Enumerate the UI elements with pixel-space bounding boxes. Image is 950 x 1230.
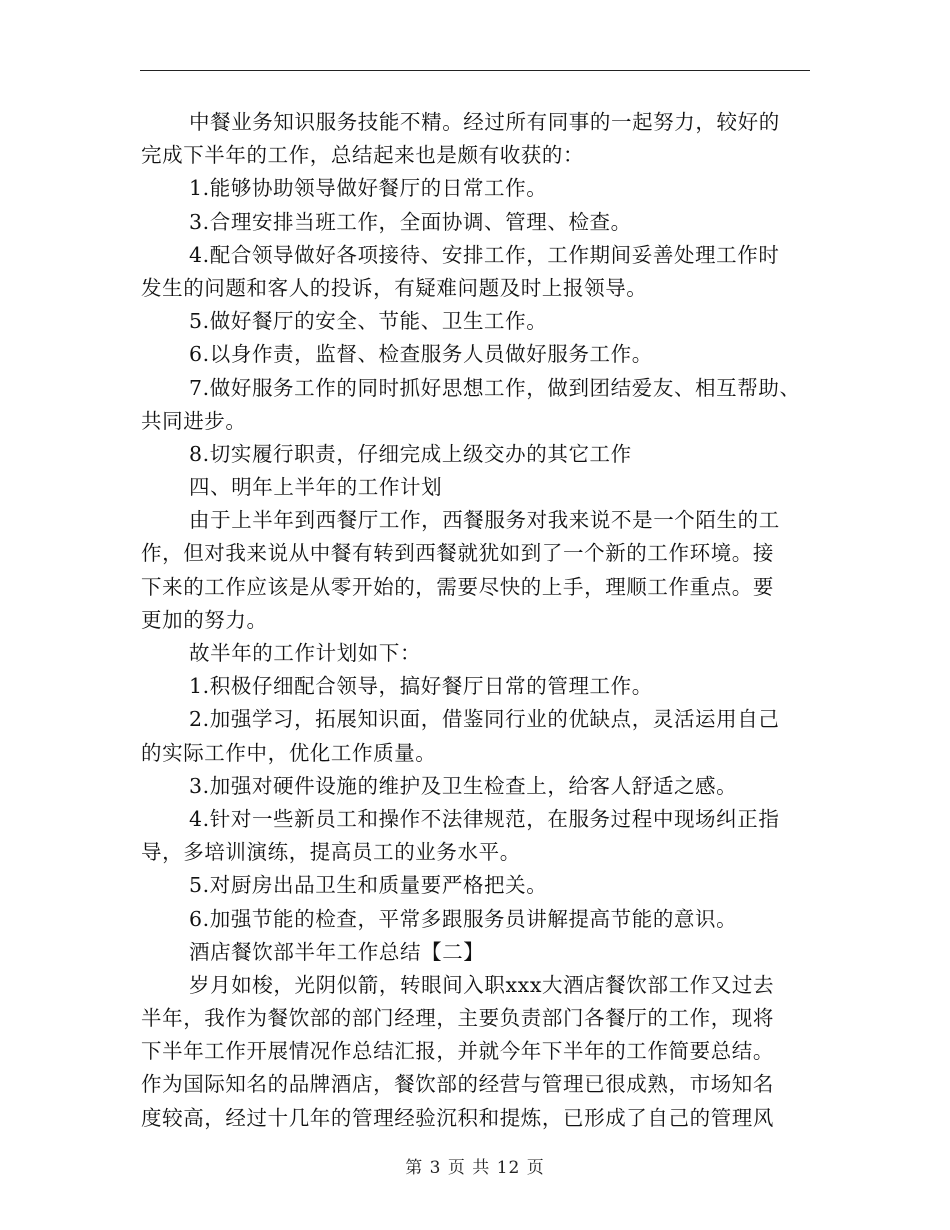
text-line: 由于上半年到西餐厅工作，西餐服务对我来说不是一个陌生的工 <box>189 508 780 533</box>
text-line: 7.做好服务工作的同时抓好思想工作，做到团结爱友、相互帮助、 <box>189 375 801 400</box>
text-line: 岁月如梭，光阴似箭，转眼间入职xxx大酒店餐饮部工作又过去 <box>189 972 775 997</box>
text-line: 8.切实履行职责，仔细完成上级交办的其它工作 <box>189 441 632 466</box>
text-line: 的实际工作中，优化工作质量。 <box>141 740 437 765</box>
text-line: 度较高，经过十几年的管理经验沉积和提炼，已形成了自己的管理风 <box>141 1105 774 1130</box>
text-line: 4.针对一些新员工和操作不法律规范，在服务过程中现场纠正指 <box>189 806 780 831</box>
header-rule <box>140 70 810 71</box>
text-line: 3.合理安排当班工作，全面协调、管理、检查。 <box>189 209 632 234</box>
text-line: 下半年工作开展情况作总结汇报，并就今年下半年的工作简要总结。 <box>141 1039 774 1064</box>
text-line: 2.加强学习，拓展知识面，借鉴同行业的优缺点，灵活运用自己 <box>189 707 780 732</box>
text-line: 1.积极仔细配合领导，搞好餐厅日常的管理工作。 <box>189 674 653 699</box>
page-number: 第 3 页 共 12 页 <box>405 1158 545 1178</box>
text-line: 作，但对我来说从中餐有转到西餐就犹如到了一个新的工作环境。接 <box>141 541 774 566</box>
text-line: 中餐业务知识服务技能不精。经过所有同事的一起努力，较好的 <box>189 110 780 134</box>
text-line: 导，多培训演练，提高员工的业务水平。 <box>141 840 521 865</box>
text-line: 1.能够协助领导做好餐厅的日常工作。 <box>189 176 548 201</box>
document-body <box>141 106 811 1135</box>
text-line: 6.以身作责，监督、检查服务人员做好服务工作。 <box>189 342 653 367</box>
text-line: 6.加强节能的检查，平常多跟服务员讲解提高节能的意识。 <box>189 906 738 931</box>
text-line: 故半年的工作计划如下： <box>189 641 422 665</box>
text-line: 下来的工作应该是从零开始的，需要尽快的上手，理顺工作重点。要 <box>141 574 774 599</box>
text-line: 发生的问题和客人的投诉，有疑难问题及时上报领导。 <box>141 275 648 300</box>
text-line: 四、明年上半年的工作计划 <box>189 475 443 500</box>
text-line: 完成下半年的工作，总结起来也是颇有收获的： <box>141 143 585 168</box>
text-line: 5.做好餐厅的安全、节能、卫生工作。 <box>189 309 548 334</box>
text-line: 共同进步。 <box>141 408 247 433</box>
text-line: 更加的努力。 <box>141 607 268 632</box>
text-line: 5.对厨房出品卫生和质量要严格把关。 <box>189 873 548 898</box>
text-line: 4.配合领导做好各项接待、安排工作，工作期间妥善处理工作时 <box>189 242 780 267</box>
text-line: 3.加强对硬件设施的维护及卫生检查上，给客人舒适之感。 <box>189 773 738 798</box>
text-line: 作为国际知名的品牌酒店，餐饮部的经营与管理已很成熟，市场知名 <box>141 1072 774 1097</box>
text-line: 酒店餐饮部半年工作总结【二】 <box>189 939 485 964</box>
text-line: 半年，我作为餐饮部的部门经理，主要负责部门各餐厅的工作，现将 <box>141 1006 774 1031</box>
